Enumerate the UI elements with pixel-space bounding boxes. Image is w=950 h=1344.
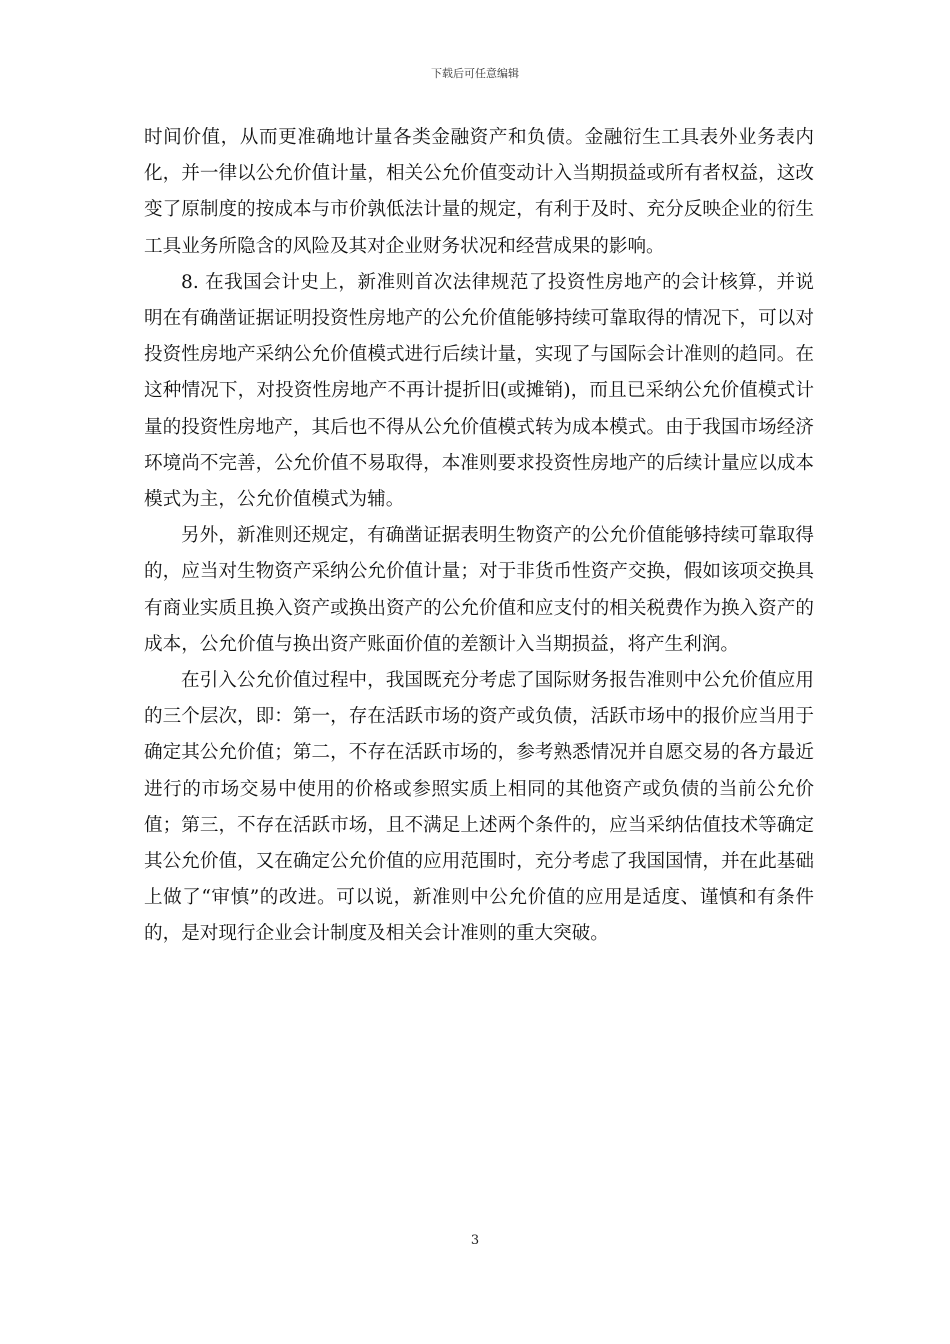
paragraph-additional: 另外，新准则还规定，有确凿证据表明生物资产的公允价值能够持续可靠取得的，应当对生物资产采纳公允价值计量；对于非货币性资产交换，假如该项交换具有商业实质且换入资产或换出资产的公允价值和应支付的相关税费作为换入资产的成本，公允价值与换出资产账面价值的差额计入当期损益，将产生利润。 [144, 525, 814, 655]
page-number: 3 [470, 1233, 480, 1248]
paragraph-item-8: 8. 在我国会计史上，新准则首次法律规范了投资性房地产的会计核算，并说明在有确凿证据证明投资性房地产的公允价值能够持续可靠取得的情况下，可以对投资性房地产采纳公允价值模式进行后续计量，实现了与国际会计准则的趋同。在这种情况下，对投资性房地产不再计提折旧(或摊销)，而且已采纳公允价值模式计量的投资性房地产，其后也不得从公允价值模式转为成本模式。由于我国市场经济环境尚不完善，公允价值不易取得，本准则要求投资性房地产的后续计量应以成本模式为主，公允价值模式为辅。 [144, 271, 814, 511]
paragraph-fair-value-levels: 在引入公允价值过程中，我国既充分考虑了国际财务报告准则中公允价值应用的三个层次，即：第一，存在活跃市场的资产或负债，活跃市场中的报价应当用于确定其公允价值；第二，不存在活跃市场的，参考熟悉情况并自愿交易的各方最近进行的市场交易中使用的价格或参照实质上相同的其他资产或负债的当前公允价值；第三，不存在活跃市场，且不满足上述两个条件的，应当采纳估值技术等确定其公允价值，又在确定公允价值的应用范围时，充分考虑了我国国情，并在此基础上做了“审慎”的改进。可以说，新准则中公允价值的应用是适度、谨慎和有条件的，是对现行企业会计制度及相关会计准则的重大突破。 [144, 670, 814, 945]
page-header: 下载后可任意编辑 [431, 67, 519, 80]
paragraph-continuation: 时间价值，从而更准确地计量各类金融资产和负债。金融衍生工具表外业务表内化，并一律以公允价值计量，相关公允价值变动计入当期损益或所有者权益，这改变了原制度的按成本与市价孰低法计量的规定，有利于及时、充分反映企业的衍生工具业务所隐含的风险及其对企业财务状况和经营成果的影响。 [144, 127, 814, 257]
document-body [144, 120, 814, 953]
